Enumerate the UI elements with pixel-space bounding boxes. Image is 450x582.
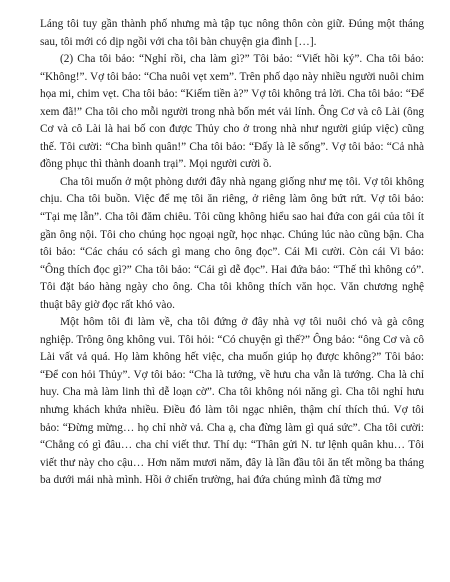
paragraph-4: Một hôm tôi đi làm về, cha tôi đứng ở đây nhà vợ tôi nuôi chó và gà công nghiệp. Trông ông không vui. Tôi hỏi: “Có chuyện gì thế?” Ông bảo: “ông Cơ và cô Lài vất vả quá. Họ làm không hết việc, cha muốn giúp họ được không?” Tôi bảo: “Để con hỏi Thủy”. Vợ tôi bảo: “Cha là tướng, về hưu cha vẫn là tướng. Cha là chỉ huy. Cha mà làm linh thì dễ loạn cờ”. Cha tôi không nói năng gì. Cha tôi nghỉ hưu nhưng khách khứa nhiều. Điều đó làm tôi ngạc nhiên, thậm chí thích thú. Vợ tôi bảo: “Đừng mừng… họ chỉ nhờ vả. Cha ạ, cha đừng làm gì quá sức”. Cha tôi cười: “Chẳng có gì đâu… cha chỉ viết thư. Thí dụ: “Thân gửi N. tư lệnh quân khu… Tôi viết thư này cho cậu… Hơn năm mươi năm, đây là lần đầu tôi ăn tết mồng ba tháng ba dưới mái nhà mình. Hồi ở chiến trường, hai đứa chúng mình đã từng mơ bbox=[40, 316, 424, 487]
paragraph-3: Cha tôi muốn ở một phòng dưới đây nhà ngang giống như mẹ tôi. Vợ tôi không chịu. Cha tôi buồn. Việc để mẹ tôi ăn riêng, ở riêng làm ông bứt rứt. Vợ tôi bảo: “Tại mẹ lẫn”. Cha tôi đăm chiêu. Tôi cũng không hiểu sao hai đứa con gái của tôi ít gần ông nội. Tôi cho chúng học ngoại ngữ, học nhạc. Chúng lúc nào cũng bận. Cha tôi bảo: “Các cháu có sách gì mang cho ông đọc”. Cái Mi cười. Còn cái Vi bảo: “Ông thích đọc gì?” Cha tôi bảo: “Cái gì dễ đọc”. Hai đứa bảo: “Thế thì không có”. Tôi đặt báo hàng ngày cho ông. Cha tôi không thích văn học. Văn chương nghệ thuật bây giờ đọc rất khó vào. bbox=[40, 175, 424, 311]
paragraph-2: (2) Cha tôi bảo: “Nghỉ rồi, cha làm gì?” Tôi bảo: “Viết hồi ký”. Cha tôi bảo: “Không!”. Vợ tôi bảo: “Cha nuôi vẹt xem”. Trên phố dạo này nhiều người nuôi chim họa mi, chim vẹt. Cha tôi bảo: “Kiếm tiền à?” Vợ tôi không trả lời. Cha tôi bảo: “Để xem đã!” Cha tôi cho mỗi người trong nhà bốn mét vải lính. Ông Cơ và cô Lài (ông Cơ và cô Lài là hai bố con được Thủy cho ở trong nhà như người giúp việc) cũng thế. Tôi cười: “Cha bình quân!” Cha tôi bảo: “Đấy là lẽ sống”. Vợ tôi bảo: “Cả nhà đồng phục thì thành doanh trại”. Mọi người cười ồ. bbox=[40, 53, 425, 171]
paragraph-1: Láng tôi tuy gần thành phố nhưng mà tập tục nông thôn còn giữ. Đúng một tháng sau, tôi mới có dịp ngồi với cha tôi bàn chuyện gia đình […]. bbox=[40, 18, 424, 48]
